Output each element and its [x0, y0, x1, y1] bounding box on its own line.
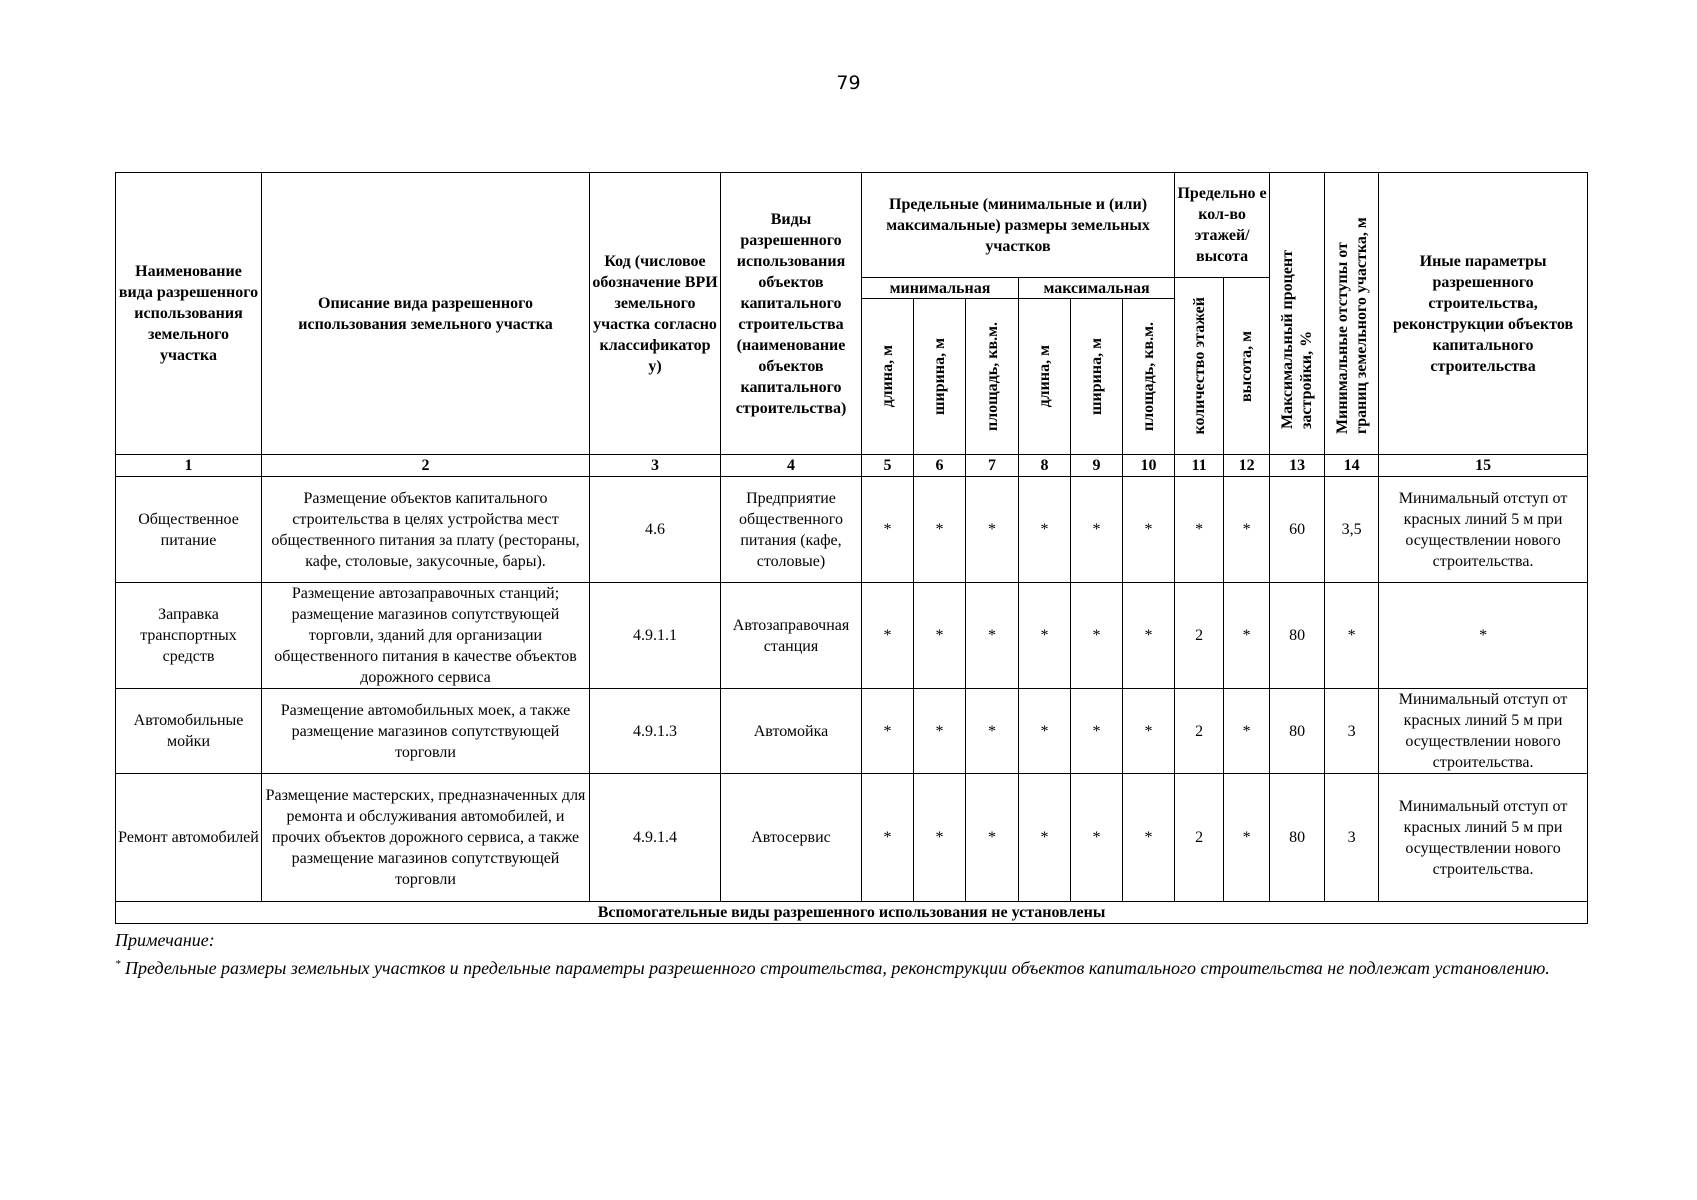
column-number: 7: [966, 455, 1019, 477]
column-number: 8: [1019, 455, 1071, 477]
row-min-setback: 3,5: [1325, 477, 1379, 583]
header-height-text: высота, м: [1238, 330, 1256, 402]
table-row: [116, 583, 1588, 689]
header-other: Иные параметры разрешенного строительства, реконструкции объектов капитального строительства: [1379, 173, 1588, 455]
row-max-area: *: [1123, 583, 1175, 689]
row-min-setback: *: [1325, 583, 1379, 689]
row-max-width: *: [1071, 583, 1123, 689]
row-name: Общественное питание: [116, 477, 262, 583]
header-min-width-text: ширина, м: [931, 338, 948, 415]
header-min-setback: [1325, 173, 1379, 455]
row-max-length: *: [1019, 583, 1071, 689]
row-min-width: *: [914, 774, 966, 902]
column-number: 2: [262, 455, 590, 477]
row-code: 4.9.1.3: [590, 689, 721, 774]
row-max-width: *: [1071, 477, 1123, 583]
row-min-area: *: [966, 477, 1019, 583]
row-code: 4.9.1.1: [590, 583, 721, 689]
row-description: Размещение автозаправочных станций; размещение магазинов сопутствующей торговли, зданий для организации общественного питания в качестве объектов дорожного сервиса: [262, 583, 590, 689]
header-min-area: [966, 299, 1019, 455]
row-floor-count: 2: [1175, 583, 1224, 689]
row-kind: Автомойка: [721, 689, 862, 774]
land-use-table: [115, 172, 1588, 924]
header-floors: Предельно е кол-во этажей/ высота: [1175, 173, 1270, 278]
row-name: Ремонт автомобилей: [116, 774, 262, 902]
header-max-percent-text: Максимальный процент застройки, %: [1279, 249, 1316, 429]
row-min-width: *: [914, 689, 966, 774]
header-min-length-text: длина, м: [879, 345, 896, 408]
note-label: Примечание:: [115, 930, 215, 950]
row-height: *: [1224, 774, 1270, 902]
note-text-line: [115, 952, 1595, 980]
header-max-width: [1071, 299, 1123, 455]
column-number: 14: [1325, 455, 1379, 477]
header-limits: Предельные (минимальные и (или) максимальные) размеры земельных участков: [862, 173, 1175, 278]
note-marker: *: [115, 958, 121, 970]
table-row: [116, 689, 1588, 774]
header-code: Код (числовое обозначение ВРИ земельного участка согласно классификатор у): [590, 173, 721, 455]
row-min-setback: 3: [1325, 774, 1379, 902]
column-number: 13: [1270, 455, 1325, 477]
row-description: Размещение объектов капитального строительства в целях устройства мест общественного питания за плату (рестораны, кафе, столовые, закусочные, бары).: [262, 477, 590, 583]
row-max-length: *: [1019, 477, 1071, 583]
column-number: 15: [1379, 455, 1588, 477]
row-min-area: *: [966, 689, 1019, 774]
note-text: Предельные размеры земельных участков и предельные параметры разрешенного строительства, реконструкции объектов капитального строительства не подлежат установлению.: [120, 958, 1550, 978]
header-min-group: минимальная: [862, 278, 1019, 299]
column-number: 1: [116, 455, 262, 477]
row-min-length: *: [862, 477, 914, 583]
column-number: 6: [914, 455, 966, 477]
note: [115, 928, 1595, 980]
column-number-row: [116, 455, 1588, 477]
row-floor-count: 2: [1175, 774, 1224, 902]
row-code: 4.9.1.4: [590, 774, 721, 902]
row-min-area: *: [966, 583, 1019, 689]
row-max-width: *: [1071, 774, 1123, 902]
row-max-area: *: [1123, 689, 1175, 774]
row-height: *: [1224, 477, 1270, 583]
row-height: *: [1224, 689, 1270, 774]
row-other: *: [1379, 583, 1588, 689]
row-max-length: *: [1019, 774, 1071, 902]
header-max-length-text: длина, м: [1036, 345, 1053, 408]
auxiliary-uses-note: Вспомогательные виды разрешенного использования не установлены: [116, 902, 1588, 924]
row-code: 4.6: [590, 477, 721, 583]
row-max-percent: 60: [1270, 477, 1325, 583]
row-name: Автомобильные мойки: [116, 689, 262, 774]
column-number: 10: [1123, 455, 1175, 477]
column-number: 11: [1175, 455, 1224, 477]
column-number: 5: [862, 455, 914, 477]
footer-row: [116, 902, 1588, 924]
row-min-length: *: [862, 689, 914, 774]
header-floor-count: [1175, 278, 1224, 455]
header-min-length: [862, 299, 914, 455]
row-floor-count: *: [1175, 477, 1224, 583]
header-min-area-text: площадь, кв.м.: [983, 321, 1001, 431]
row-max-percent: 80: [1270, 583, 1325, 689]
column-number: 4: [721, 455, 862, 477]
row-description: Размещение мастерских, предназначенных для ремонта и обслуживания автомобилей, и прочих объектов дорожного сервиса, а также размещение магазинов сопутствующей торговли: [262, 774, 590, 902]
column-number: 9: [1071, 455, 1123, 477]
row-other: Минимальный отступ от красных линий 5 м при осуществлении нового строительства.: [1379, 774, 1588, 902]
row-max-area: *: [1123, 477, 1175, 583]
header-min-setback-text: Минимальные отступы от границ земельного участка, м: [1333, 216, 1370, 434]
row-kind: Предприятие общественного питания (кафе, столовые): [721, 477, 862, 583]
row-min-length: *: [862, 583, 914, 689]
row-floor-count: 2: [1175, 689, 1224, 774]
row-name: Заправка транспортных средств: [116, 583, 262, 689]
row-min-width: *: [914, 477, 966, 583]
header-description: Описание вида разрешенного использования земельного участка: [262, 173, 590, 455]
header-name: Наименование вида разрешенного использования земельного участка: [116, 173, 262, 455]
header-floor-count-text: количество этажей: [1190, 297, 1208, 435]
row-kind: Автосервис: [721, 774, 862, 902]
row-min-width: *: [914, 583, 966, 689]
column-number: 3: [590, 455, 721, 477]
header-height: [1224, 278, 1270, 455]
header-max-area-text: площадь, кв.м.: [1140, 321, 1158, 431]
row-max-area: *: [1123, 774, 1175, 902]
header-max-percent: [1270, 173, 1325, 455]
table-row: [116, 477, 1588, 583]
row-min-length: *: [862, 774, 914, 902]
row-max-width: *: [1071, 689, 1123, 774]
row-max-percent: 80: [1270, 689, 1325, 774]
row-description: Размещение автомобильных моек, а также размещение магазинов сопутствующей торговли: [262, 689, 590, 774]
row-other: Минимальный отступ от красных линий 5 м при осуществлении нового строительства.: [1379, 477, 1588, 583]
row-min-setback: 3: [1325, 689, 1379, 774]
table-row: [116, 774, 1588, 902]
header-min-width: [914, 299, 966, 455]
header-row-1: [116, 173, 1588, 278]
page-number: 79: [836, 72, 861, 94]
header-kinds: Виды разрешенного использования объектов капитального строительства (наименование объектов капитального строительства): [721, 173, 862, 455]
row-max-percent: 80: [1270, 774, 1325, 902]
header-max-width-text: ширина, м: [1088, 338, 1105, 415]
row-min-area: *: [966, 774, 1019, 902]
header-max-group: максимальная: [1019, 278, 1175, 299]
column-number: 12: [1224, 455, 1270, 477]
row-kind: Автозаправочная станция: [721, 583, 862, 689]
row-other: Минимальный отступ от красных линий 5 м при осуществлении нового строительства.: [1379, 689, 1588, 774]
header-max-area: [1123, 299, 1175, 455]
header-max-length: [1019, 299, 1071, 455]
row-height: *: [1224, 583, 1270, 689]
row-max-length: *: [1019, 689, 1071, 774]
